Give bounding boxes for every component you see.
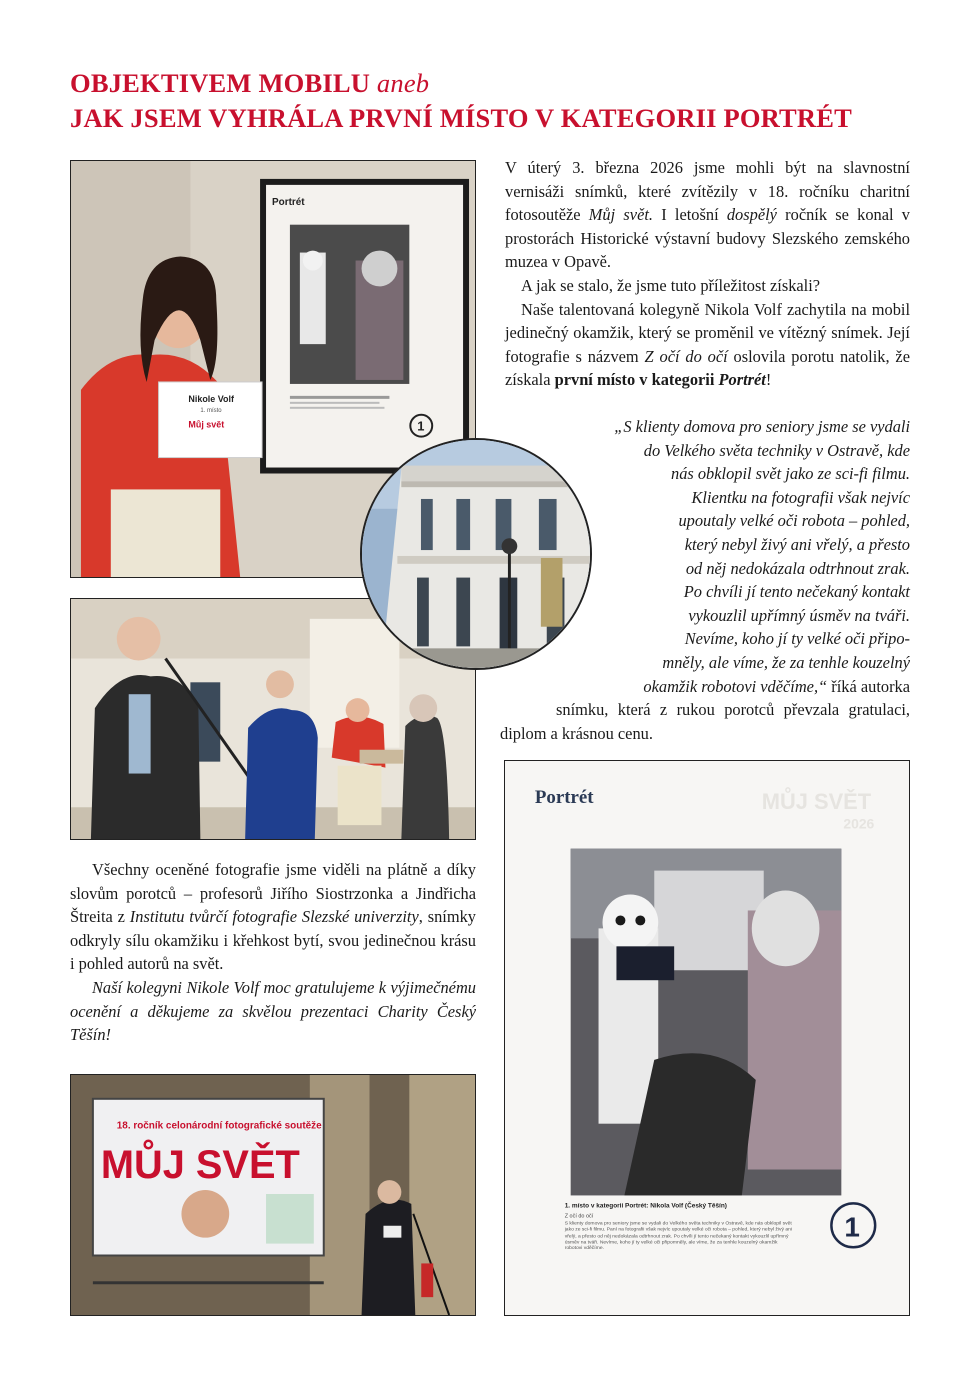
poster-caption-sub: Z očí do očí (564, 1213, 594, 1220)
poster-watermark: MŮJ SVĚT (761, 788, 872, 814)
paragraph-2: A jak se stalo, že jsme tuto příležitost získali? (521, 275, 821, 295)
paragraph-4: Všechny oceněné fotografie jsme viděli na plátně a díky slovům porotců – profesorů Jiřího Siostrzonka a Jindřicha Štreita z Institutu tvůrčí fotografie Slezské univerzity, snímky odkryly sílu okamžiku i křehkost bytí, svou jedinečnou krásu i pohled autorů na svět. (70, 860, 476, 974)
photo-museum-building (360, 438, 592, 670)
article-body-right (505, 156, 910, 392)
screen-line1: 18. ročník celonárodní fotografické soutěže (116, 1120, 322, 1132)
poster-year: 2026 (843, 815, 875, 832)
quote-ending: snímku, která z rukou porotců převzala gratulaci, diplom a krásnou cenu. (500, 700, 910, 743)
article-title (70, 66, 930, 136)
paragraph-5: Naší kolegyni Nikole Volf moc gratulujeme k výjimečnému ocenění a děkujeme za skvělou prezentaci Charity Český Těšín! (70, 977, 476, 1045)
diploma-place: 1. místo (200, 407, 222, 414)
title-part1: OBJEKTIVEM MOBILU (70, 68, 371, 98)
diploma-name: Nikole Volf (188, 393, 234, 404)
screen-title: MŮJ SVĚT (100, 1143, 300, 1188)
paragraph-3: Naše talentovaná kolegyně Nikola Volf zachytila na mobil jedinečný okamžik, který se proměnil ve vítězný snímek. Její fotografie s názvem Z očí do očí oslovila porotu natolik, že získala první místo v kategorii Portrét! (505, 299, 910, 390)
poster-caption-title: 1. místo v kategorii Portrét: Nikola Volf (Český Těšín) (564, 1202, 727, 1210)
title-aneb: aneb (376, 68, 430, 98)
poster-small-label: Portrét (272, 196, 305, 208)
photo-projection (70, 1074, 476, 1316)
poster-number: 1 (844, 1211, 860, 1243)
diploma-logo: Můj svět (188, 419, 225, 430)
paragraph-1: V úterý 3. března 2026 jsme mohli být na slavnostní vernisáži snímků, které zvítězily v 18. ročníku charitní fotosoutěže Můj svět. I letošní dospělý ročník se konal v prostorách Historické výstavní budovy Slezského zemského muzea v Opavě. (505, 158, 910, 272)
poster-label: Portrét (534, 786, 594, 808)
title-line2: JAK JSEM VYHRÁLA PRVNÍ MÍSTO V KATEGORII PORTRÉT (70, 103, 853, 133)
photo-poster (504, 760, 910, 1316)
poster-small-number: 1 (417, 418, 425, 434)
quote-block: „S klienty domova pro seniory jsme se vydali do Velkého světa techniky v Ostravě, kde nás obklopil svět jako ze sci-fi filmu. Klientku na fotografii však nejvíc upoutaly velké oči robota – pohled, který nebyl živý ani vřelý, a přesto od něj nedokázala odtrhnout zrak. Po chvíli jí tento nečekaný kontakt vykouzlil upřímný úsměv na tváři. Nevíme, koho jí ty velké oči připo- mněly, ale víme, že za tenhle kouzelný okamžik robotovi vděčíme,“ říká autorka (614, 417, 910, 696)
article-body-left (70, 858, 476, 1047)
poster-caption-text: S klienty domova pro seniory jsme se vydali do Velkého světa techniky v Ostravě, kde nás obklopil svět jako ze sci-fi filmu. Paní na fotografii však nejvíc upoutaly velké oči robota – pohled, který nebyl živý ani vřelý, a přesto od něj nedokázala odtrhnout zrak. Po chvíli jí tento nečekaný kontakt vykouzlil upřímný úsměv na tváři. Nevíme, koho jí ty velké oči připomněly, ale víme, že za tenhle kouzelný okamžik robotovi vděčíme. (564, 1220, 793, 1252)
